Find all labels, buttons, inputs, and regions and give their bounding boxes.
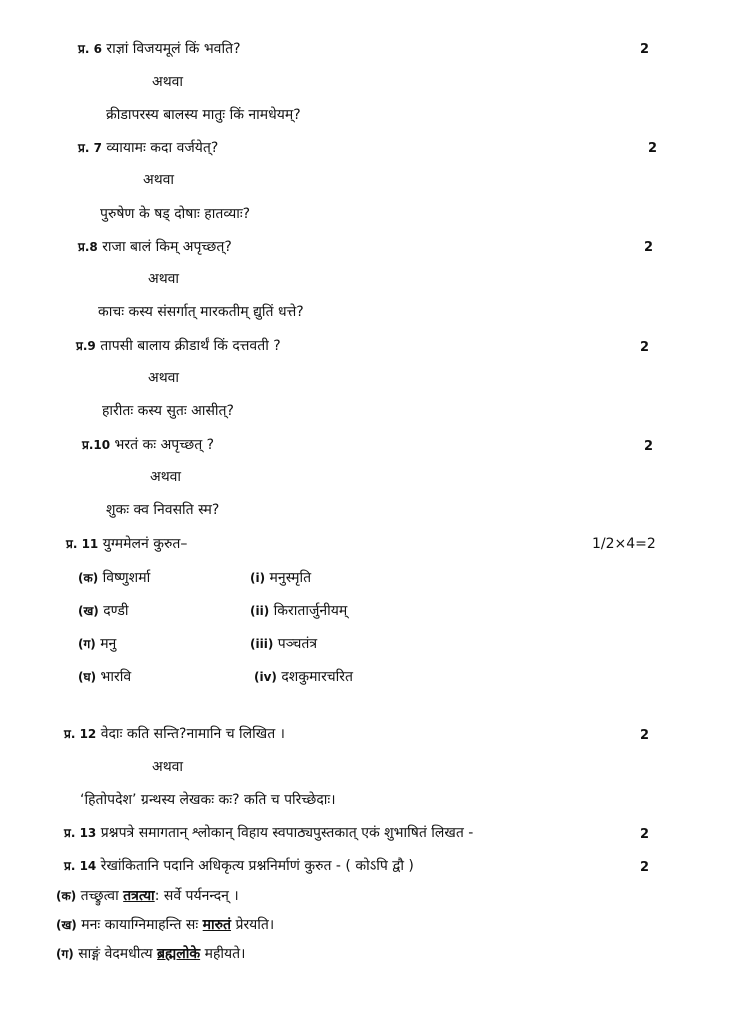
q14-item-label: (ग) [56,947,74,961]
q10-text: भरतं कः अपृच्छत् ? [114,437,215,453]
q6-text: राज्ञां विजयमूलं किं भवति? [106,41,241,57]
match-right-label: (i) [250,571,266,585]
match-left-text: मनु [100,636,117,652]
match-right-text: किरातार्जुनीयम् [273,603,348,619]
match-left-4 [78,667,131,687]
match-left-label: (घ) [78,670,97,684]
q14-item-post: : सर्वे पर्यनन्दन् । [154,888,239,904]
q9-or: अथवा [148,370,180,386]
q14-item-post: प्रेरयति। [231,917,275,933]
match-right-text: दशकुमारचरित [281,669,354,685]
q14-item-1 [56,886,239,906]
q14-item-3 [56,944,245,964]
match-right-3 [250,634,317,654]
q11-text: युग्ममेलनं कुरुत– [102,536,188,552]
match-right-1 [250,568,311,588]
q14-underlined-word: ब्रह्मलोके [157,946,201,962]
q14-question [64,856,414,876]
q12-question [64,724,285,744]
q12-marks: 2 [640,728,650,743]
match-right-4 [254,667,353,687]
q8-marks: 2 [644,240,654,255]
match-right-2 [250,601,347,621]
q14-item-pre: मनः कायाग्निमाहन्ति सः [81,917,203,933]
q8-number: प्र.8 [78,240,98,254]
q9-text: तापसी बालाय क्रीडार्थं किं दत्तवती ? [100,338,281,354]
match-left-text: विष्णुशर्मा [102,570,151,586]
q7-number: प्र. 7 [78,141,102,155]
match-right-text: पञ्चतंत्र [277,636,318,652]
match-left-text: दण्डी [103,603,129,619]
q14-number: प्र. 14 [64,859,97,873]
q9-alt: हारीतः कस्य सुतः आसीत्? [102,403,234,419]
match-right-text: मनुस्मृति [269,570,312,586]
q14-item-label: (क) [56,889,77,903]
match-left-2 [78,601,128,621]
q10-question [82,435,214,455]
q13-text: प्रश्नपत्रे समागतान् श्लोकान् विहाय स्वपाठ्यपुस्तकात् एकं शुभाषितं लिखत - [100,825,474,841]
q14-item-pre: तच्छ्रुत्वा [80,888,124,904]
q10-number: प्र.10 [82,438,111,452]
match-right-label: (iii) [250,637,274,651]
q9-question [76,336,281,356]
q6-alt: क्रीडापरस्य बालस्य मातुः किं नामधेयम्? [106,107,301,123]
q11-question [66,534,187,554]
match-right-label: (iv) [254,670,277,684]
q13-question [64,823,473,843]
match-left-label: (क) [78,571,99,585]
q8-text: राजा बालं किम् अपृच्छत्? [102,239,232,255]
q14-item-2 [56,915,274,935]
q7-marks: 2 [648,141,658,156]
q8-or: अथवा [148,271,180,287]
q8-question [78,237,232,257]
q7-or: अथवा [143,172,175,188]
q13-marks: 2 [640,827,650,842]
q11-number: प्र. 11 [66,537,99,551]
match-left-label: (ख) [78,604,99,618]
q6-number: प्र. 6 [78,42,102,56]
q12-or: अथवा [152,759,184,775]
q6-marks: 2 [640,42,650,57]
q7-alt: पुरुषेण के षड् दोषाः हातव्याः? [100,206,251,222]
q12-alt: ‘हितोपदेश’ ग्रन्थस्य लेखकः कः? कति च परिच्छेदाः। [80,792,336,808]
match-left-3 [78,634,116,654]
q14-item-label: (ख) [56,918,77,932]
q10-or: अथवा [150,469,182,485]
q7-text: व्यायामः कदा वर्जयेत्? [106,140,219,156]
q14-underlined-word: तत्रत्या [123,888,155,904]
q9-number: प्र.9 [76,339,96,353]
q10-marks: 2 [644,439,654,454]
q14-text: रेखांकितानि पदानि अधिकृत्य प्रश्ननिर्माणं कुरुत - ( कोऽपि द्वौ ) [100,858,414,874]
q8-alt: काचः कस्य संसर्गात् मारकतीम् द्युतिं धत्ते? [98,304,304,320]
q7-question [78,138,218,158]
q10-alt: शुकः क्व निवसति स्म? [106,502,220,518]
q14-underlined-word: मारुतं [202,917,232,933]
q6-question [78,39,241,59]
q13-number: प्र. 13 [64,826,97,840]
q14-item-post: महीयते। [200,946,246,962]
match-left-text: भारवि [100,669,132,685]
match-left-1 [78,568,150,588]
q14-marks: 2 [640,860,650,875]
match-left-label: (ग) [78,637,96,651]
match-right-label: (ii) [250,604,270,618]
q11-marks: 1/2×4=2 [592,536,656,552]
q12-text: वेदाः कति सन्ति?नामानि च लिखित । [100,726,285,742]
q9-marks: 2 [640,340,650,355]
q12-number: प्र. 12 [64,727,97,741]
q14-item-pre: साङ्गं वेदमधीत्य [78,946,158,962]
q6-or: अथवा [152,74,184,90]
